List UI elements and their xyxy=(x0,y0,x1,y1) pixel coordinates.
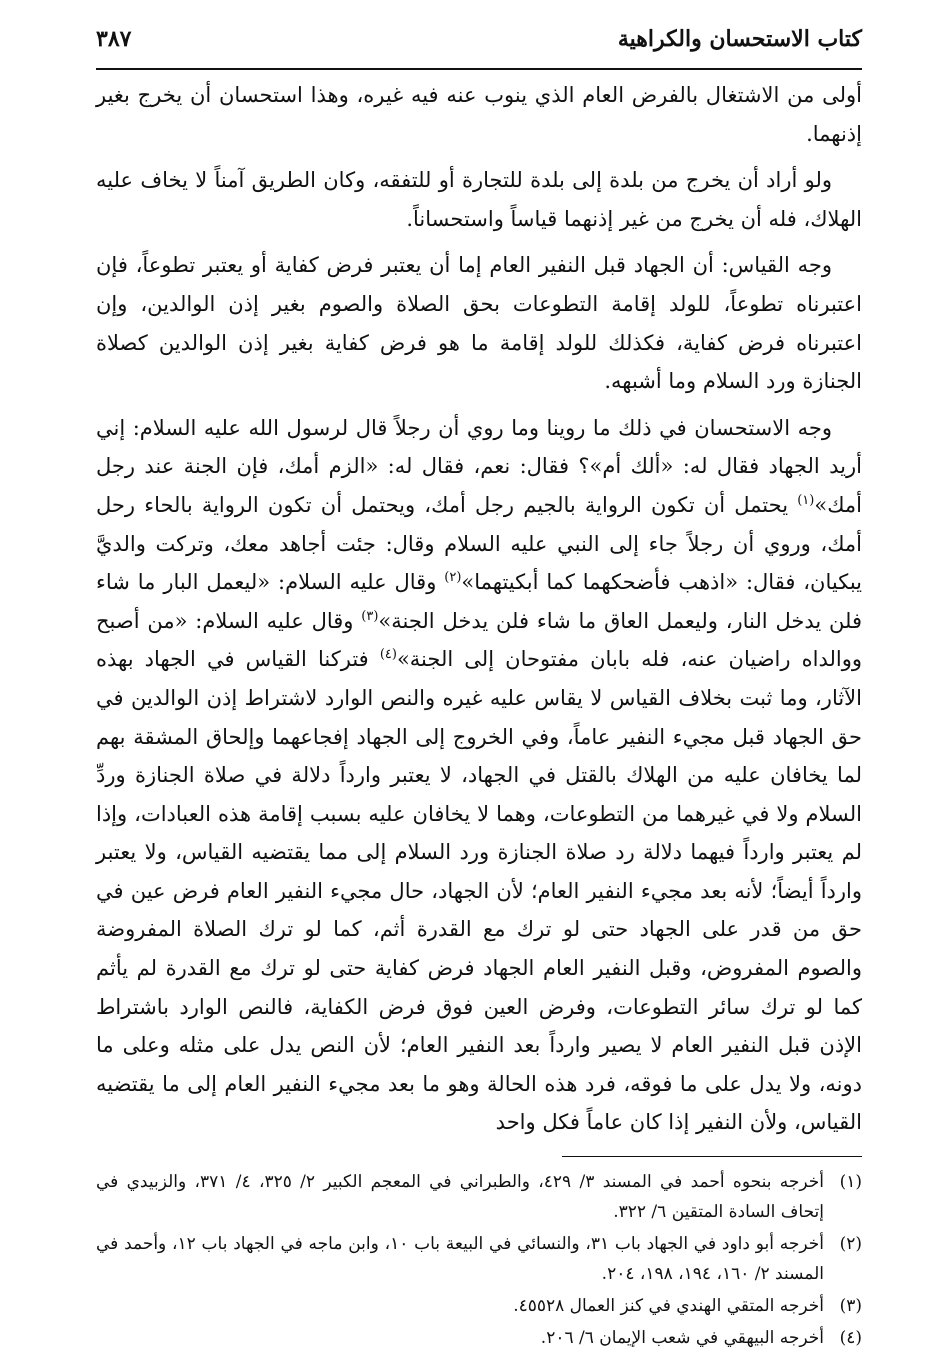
paragraph-with-footnotes xyxy=(96,409,862,1142)
footnote-ref-4[interactable]: (٤) xyxy=(379,647,397,663)
page-number: ٣٨٧ xyxy=(96,26,132,52)
footnote xyxy=(96,1167,862,1227)
footnote-text: أخرجه البيهقي في شعب الإيمان ٦/ ٢٠٦. xyxy=(540,1328,824,1349)
chapter-title: كتاب الاستحسان والكراهية xyxy=(617,26,862,52)
paragraph: أولى من الاشتغال بالفرض العام الذي ينوب عنه فيه غيره، وهذا استحسان أن يخرج بغير إذنهما. xyxy=(96,83,862,146)
text-run: وجه الاستحسان في ذلك ما روينا وما روي أن رجلاً قال لرسول الله عليه السلام: إني أريد الجهاد فقال له: «ألك أم»؟ فقال: نعم، فقال له: «الزم أمك، فإن الجنة عند رجل أمك» xyxy=(96,415,862,517)
footnote-number: (١) xyxy=(839,1172,862,1193)
footnote xyxy=(96,1291,862,1321)
text-run: فتركنا القياس في الجهاد بهذه الآثار، وما ثبت بخلاف القياس لا يقاس عليه غيره والنص الوارد لاشتراط إذن الوالدين في حق الجهاد قبل مجيء النفير عاماً، وفي الخروج إلى الجهاد إفجاعهما وإلحاق المشقة بهم لما يخافان عليه من الهلاك بالقتل في الجهاد، لا يعتبر وارداً دلالة في صلاة الجنازة وردِّ السلام ولا في غيرهما من التطوعات، وهما لا يخافان عليه بسبب إقامة هذه العبادات، وإذا لم يعتبر وارداً فيهما دلالة رد صلاة الجنازة ورد السلام إلى مما يقتضيه القياس، ولا يعتبر وارداً أيضاً؛ لأنه بعد مجيء النفير العام؛ لأن الجهاد، حال مجيء النفير العام فرض عين في حق من قدر على الجهاد حتى لو ترك مع القدرة أثم، كما لو ترك الصلاة المفروضة والصوم المفروض، وقبل النفير العام الجهاد فرض كفاية حتى لو ترك مع القدرة لم يأثم كما لو ترك سائر التطوعات، وفرض العين فوق فرض الكفاية، فالنص الوارد باشتراط الإذن قبل النفير العام لا يصير وارداً بعد النفير العام؛ لأن النص يدل على مثله وعلى ما دونه، ولا يدل على ما فوقه، فرد هذه الحالة وهو ما بعد مجيء النفير العام إلى ما يقتضيه القياس، ولأن النفير إذا كان عاماً فكل واحد xyxy=(96,647,862,1135)
footnote-text: أخرجه بنحوه أحمد في المسند ٣/ ٤٢٩، والطبراني في المعجم الكبير ٢/ ٣٢٥، ٤/ ٣٧١، والزبيدي في إتحاف السادة المتقين ٦/ ٣٢٢. xyxy=(96,1172,824,1223)
text-run: يحتمل أن تكون الرواية بالجيم رجل أمك، ويحتمل أن تكون الرواية بالحاء رحل أمك، وروي أن رجلاً جاء إلى النبي عليه السلام وقال: جئت أجاهد معك، وتركت والديَّ يبكيان، فقال: «اذهب فأضحكهما كما أبكيتهما» xyxy=(96,492,862,595)
footnote-text: أخرجه أبو داود في الجهاد باب ٣١، والنسائي في البيعة باب ١٠، وابن ماجه في الجهاد باب ١٢، وأحمد في المسند ٢/ ١٦٠، ١٩٤، ١٩٨، ٢٠٤. xyxy=(96,1234,824,1285)
running-header xyxy=(96,26,862,70)
text-run: وقال عليه السلام: «من أصبح ووالداه راضيان عنه، فله بابان مفتوحان إلى الجنة» xyxy=(96,608,862,672)
footnotes xyxy=(96,1167,862,1353)
footnote-ref-3[interactable]: (٣) xyxy=(361,608,379,624)
footnote-ref-1[interactable]: (١) xyxy=(797,492,815,508)
paragraph: وجه القياس: أن الجهاد قبل النفير العام إما أن يعتبر فرض كفاية أو يعتبر تطوعاً، فإن اعتبرناه تطوعاً، للولد إقامة التطوعات بحق الصلاة والصوم بغير إذن الوالدين، وإن اعتبرناه فرض كفاية، فكذلك للولد إقامة ما هو فرض كفاية بغير إذن الوالدين كصلاة الجنازة ورد السلام وما أشبهه. xyxy=(96,253,862,394)
footnote xyxy=(96,1229,862,1289)
footnote-number: (٢) xyxy=(839,1234,862,1255)
footnote-ref-2[interactable]: (٢) xyxy=(444,570,462,586)
footnote-number: (٤) xyxy=(839,1328,862,1349)
paragraph: ولو أراد أن يخرج من بلدة إلى بلدة للتجارة أو للتفقه، وكان الطريق آمناً لا يخاف عليه الهلاك، فله أن يخرج من غير إذنهما قياساً واستحساناً. xyxy=(96,168,862,231)
text-run: وقال عليه السلام: «ليعمل البار ما شاء فلن يدخل النار، وليعمل العاق ما شاء فلن يدخل الجنة» xyxy=(96,570,862,633)
main-text xyxy=(96,76,862,1142)
footnote-separator xyxy=(562,1156,862,1157)
footnote-text: أخرجه المتقي الهندي في كنز العمال ٤٥٥٢٨. xyxy=(513,1296,824,1317)
footnote-number: (٣) xyxy=(839,1296,862,1317)
book-page xyxy=(96,26,862,1355)
footnote xyxy=(96,1323,862,1353)
